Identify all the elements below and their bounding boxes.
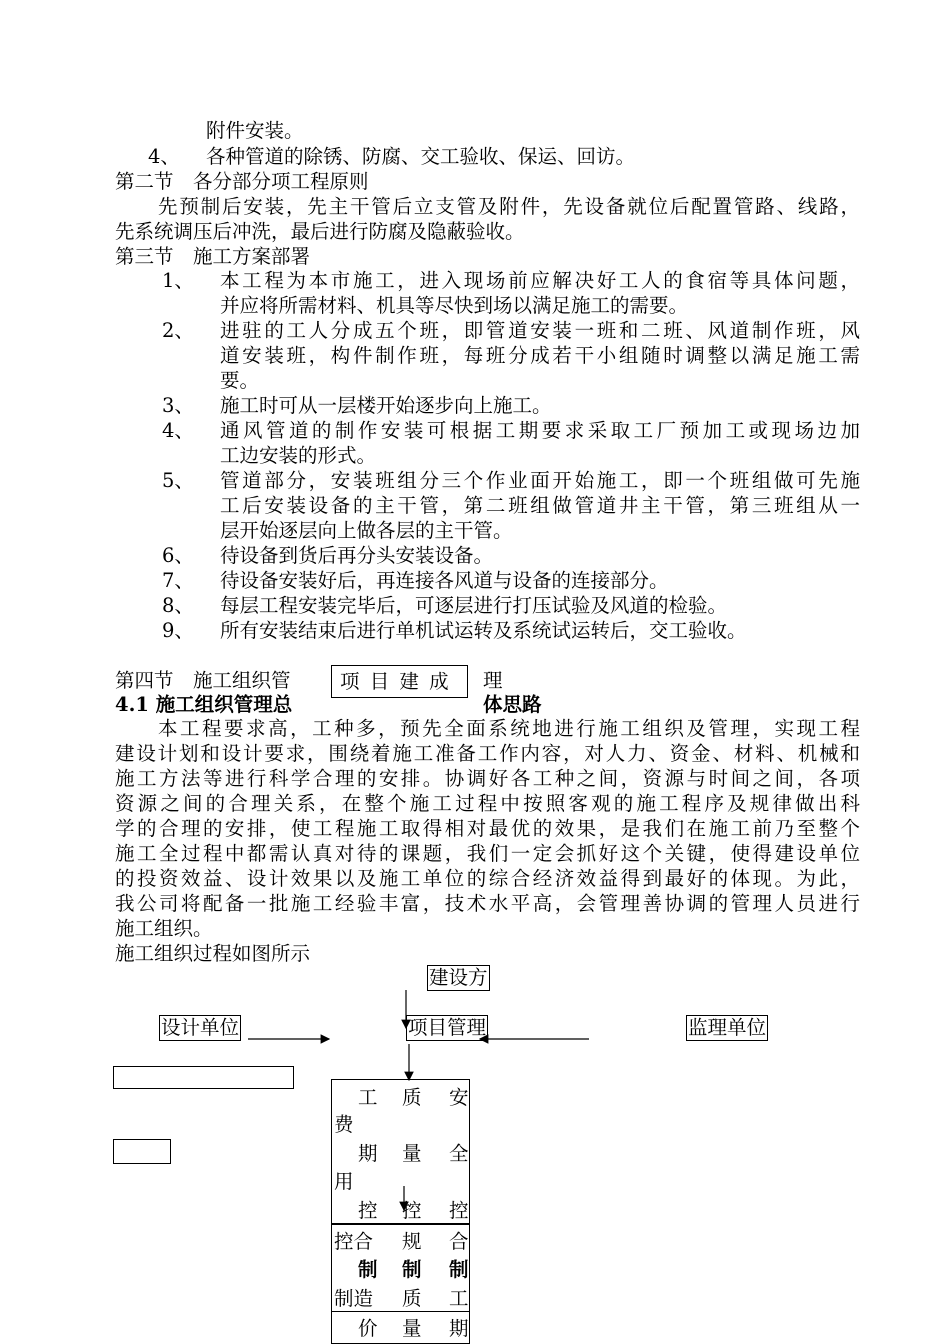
- paragraph-line: 学的合理的安排，使工程施工取得相对最优的效果，是我们在施工前乃至整个: [115, 817, 860, 840]
- grid-cell: 量: [402, 1317, 422, 1340]
- paragraph-line: 的投资效益、设计效果以及施工单位的综合经济效益得到最好的体现。为此，: [115, 867, 860, 890]
- list-item-text: 管道部分，安装班组分三个作业面开始施工，即一个班组做可先施: [220, 469, 860, 492]
- control-grid-bottom: [331, 1224, 470, 1344]
- grid-cell: 质: [402, 1086, 422, 1109]
- supervisor-box: 监理单位: [688, 1016, 767, 1039]
- paragraph-line: 本工程要求高，工种多，预先全面系统地进行施工组织及管理，实现工程: [158, 717, 860, 740]
- paragraph-line: 先系统调压后冲洗，最后进行防腐及隐蔽验收。: [115, 220, 525, 243]
- grid-cell: 量: [402, 1142, 422, 1165]
- grid-cell: 制: [449, 1258, 469, 1281]
- list-number: 4、: [148, 145, 180, 168]
- grid-cell: 安: [449, 1086, 469, 1109]
- grid-cell: 用: [334, 1170, 354, 1193]
- figure-caption: 施工组织过程如图所示: [115, 942, 311, 965]
- grid-cell: 工: [449, 1287, 469, 1310]
- paragraph-line: 先预制后安装，先主干管后立支管及附件，先设备就位后配置管路、线路，: [158, 195, 860, 218]
- list-item-text: 进驻的工人分成五个班，即管道安装一班和二班、风道制作班，风: [220, 319, 860, 342]
- grid-cell: 规: [402, 1230, 422, 1253]
- paragraph-line: 施工全过程中都需认真对待的课题，我们一定会抓好这个关键，使得建设单位: [115, 842, 860, 865]
- grid-cell: 合: [449, 1230, 469, 1253]
- list-item-text: 并应将所需材料、机具等尽快到场以满足施工的需要。: [220, 294, 689, 317]
- paragraph-line: 施工方法等进行科学合理的安排。协调好各工种之间，资源与时间之间，各项: [115, 767, 860, 790]
- list-item-text: 要。: [220, 369, 260, 392]
- paragraph-line: 我公司将配备一批施工经验丰富，技术水平高，会管理善协调的管理人员进行: [115, 892, 860, 915]
- paragraph-line: 建设计划和设计要求，围绕着施工准备工作内容，对人力、资金、材料、机械和: [115, 742, 860, 765]
- list-item-text: 层开始逐层向上做各层的主干管。: [220, 519, 513, 542]
- list-number: 2、: [162, 319, 194, 342]
- list-number: 5、: [162, 469, 194, 492]
- list-item-text: 道安装班，构件制作班，每班分成若干小组随时调整以满足施工需: [220, 344, 860, 367]
- grid-cell: 制造: [334, 1287, 374, 1310]
- grid-cell: 期: [358, 1142, 378, 1165]
- floating-box-text: 项 目 建 成: [340, 670, 451, 693]
- section-heading-tail: 理: [483, 669, 503, 692]
- paragraph-line: 资源之间的合理关系，在整个施工过程中按照客观的施工程序及规律做出科: [115, 792, 860, 815]
- list-item-text: 所有安装结束后进行单机试运转及系统试运转后，交工验收。: [220, 619, 747, 642]
- section-heading: 第四节 施工组织管: [115, 669, 291, 692]
- grid-cell: 控: [402, 1199, 422, 1222]
- grid-cell: 工: [358, 1086, 378, 1109]
- empty-box-small: [113, 1139, 171, 1164]
- section-heading: 第三节 施工方案部署: [115, 245, 311, 268]
- list-number: 9、: [162, 619, 194, 642]
- grid-cell: 控: [449, 1199, 469, 1222]
- client-box: 建设方: [429, 966, 488, 989]
- grid-cell: 期: [449, 1317, 469, 1340]
- grid-cell: 全: [449, 1142, 469, 1165]
- list-item-text: 施工时可从一层楼开始逐步向上施工。: [220, 394, 552, 417]
- subsection-heading: 4.1 施工组织管理总: [115, 693, 293, 716]
- project-management-box: 项目管理: [408, 1016, 487, 1039]
- section-heading: 第二节 各分部分项工程原则: [115, 170, 369, 193]
- list-number: 8、: [162, 594, 194, 617]
- list-item-text: 工后安装设备的主干管，第二班组做管道井主干管，第三班组从一: [220, 494, 860, 517]
- control-grid-top: [331, 1079, 470, 1224]
- list-number: 6、: [162, 544, 194, 567]
- grid-cell: 制: [402, 1258, 422, 1281]
- list-item-text: 待设备到货后再分头安装设备。: [220, 544, 494, 567]
- grid-cell: 价: [358, 1317, 378, 1340]
- grid-cell: 质: [402, 1287, 422, 1310]
- list-item-text: 本工程为本市施工，进入现场前应解决好工人的食宿等具体问题，: [220, 269, 860, 292]
- grid-cell: 费: [334, 1113, 354, 1136]
- list-continuation: 附件安装。: [206, 119, 304, 142]
- designer-box: 设计单位: [161, 1016, 240, 1039]
- list-number: 3、: [162, 394, 194, 417]
- list-item-text: 工边安装的形式。: [220, 444, 377, 467]
- list-item-text: 通风管道的制作安装可根据工期要求采取工厂预加工或现场边加: [220, 419, 860, 442]
- list-item-text: 待设备安装好后，再连接各风道与设备的连接部分。: [220, 569, 669, 592]
- paragraph-line: 施工组织。: [115, 917, 213, 940]
- grid-cell: 制: [358, 1258, 378, 1281]
- list-item-text: 各种管道的除锈、防腐、交工验收、保运、回访。: [206, 145, 636, 168]
- list-number: 4、: [162, 419, 194, 442]
- list-item-text: 每层工程安装完毕后，可逐层进行打压试验及风道的检验。: [220, 594, 728, 617]
- list-number: 1、: [162, 269, 194, 292]
- grid-divider: [332, 1311, 469, 1312]
- subsection-heading-tail: 体思路: [483, 693, 542, 716]
- grid-cell: 控合: [334, 1230, 374, 1253]
- empty-box-wide: [113, 1066, 294, 1089]
- grid-cell: 控: [358, 1199, 378, 1222]
- list-number: 7、: [162, 569, 194, 592]
